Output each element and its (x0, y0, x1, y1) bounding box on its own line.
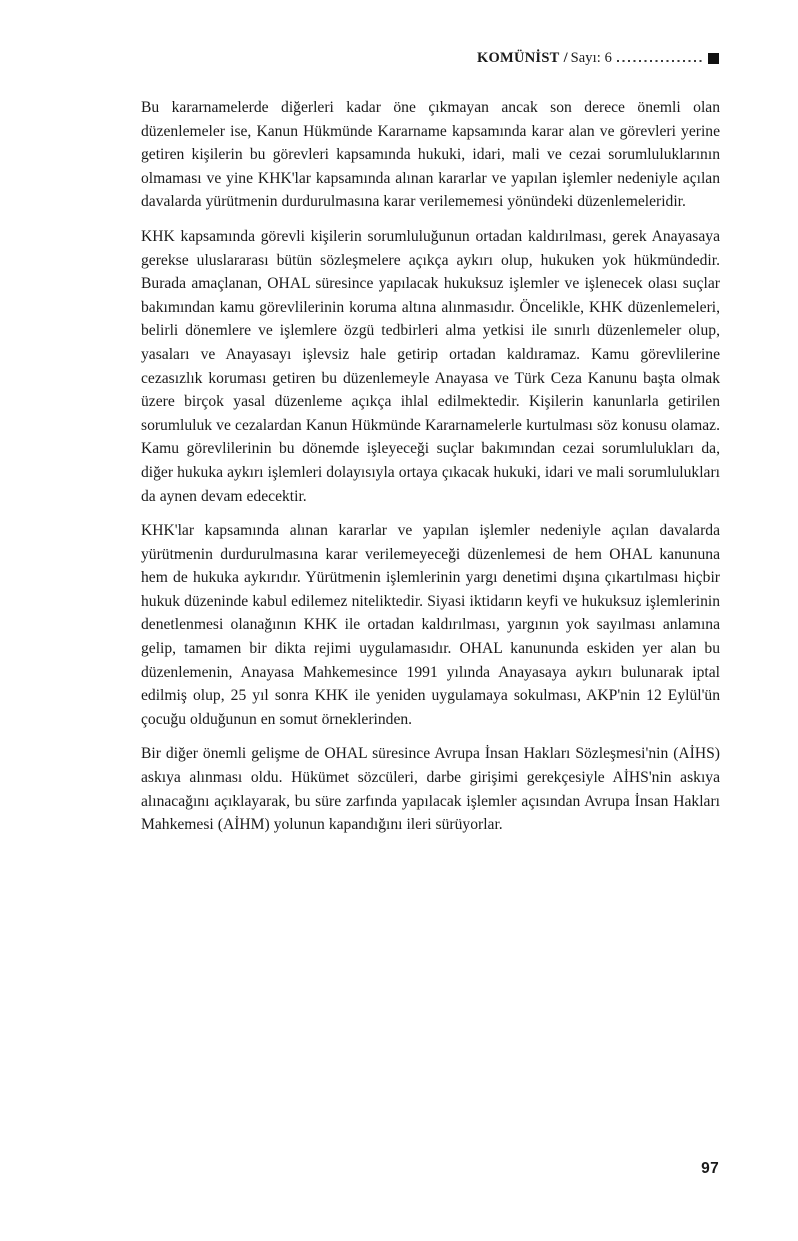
publication-title: KOMÜNİST (477, 49, 560, 66)
body-paragraph: Bir diğer önemli gelişme de OHAL süresince Avrupa İnsan Hakları Sözleşmesi'nin (AİHS) askıya alınması oldu. Hükümet sözcüleri, darbe girişimi gerekçesiyle AİHS'nin askıya alınacağını açıklayarak, bu süre zarfında yapılacak işlemler açısından Avrupa İnsan Hakları Mahkemesi (AİHM) yolunun kapandığını ileri sürüyorlar. (141, 745, 720, 834)
running-header (141, 45, 719, 71)
header-separator: / (563, 49, 568, 66)
body-paragraph: KHK'lar kapsamında alınan kararlar ve yapılan işlemler nedeniyle açılan davalarda yürütmenin durdurulmasına karar verilemeyeceği düzenlemesi de hem OHAL kanununa hem de hukuka aykırıdır. Yürütmenin işlemlerinin yargı denetimi dışına çıkartılması hiçbir hukuk düzeninde kabul edilemez niteliktedir. Siyasi iktidarın keyfi ve hukuksuz işlemlerinin denetlenmesi olanağının KHK ile ortadan kaldırılması, yargının yok sayılması anlamına gelip, tamamen bir dikta rejimi uygulamasıdır. OHAL kanununda eskiden yer alan bu düzenlemenin, Anayasa Mahkemesince 1991 yılında Anayasaya aykırı bulunarak iptal edilmiş olup, 25 yıl sonra KHK ile yeniden uygulamaya sokulması, AKP'nin 12 Eylül'ün çocuğu olduğunun en somut örneklerinden. (141, 522, 720, 728)
body-paragraph: KHK kapsamında görevli kişilerin sorumluluğunun ortadan kaldırılması, gerek Anayasaya gerekse uluslararası bütün sözleşmelere açıkça aykırı olup, hukuken yok hükmündedir. Burada amaçlanan, OHAL süresince yapılacak hukuksuz işlemler ve işlenecek olası suçlar bakımından kamu görevlilerinin koruma altına alınmasıdır. Öncelikle, KHK düzenlemeleri, belirli dönemlere ve işlemlere özgü tedbirleri alma yetkisi ile sınırlı düzenlemeler olup, yasaları ve Anayasayı işlevsiz hale getirip ortadan kaldıramaz. Kamu görevlilerine cezasızlık koruması getiren bu düzenlemeyle Anayasa ve Türk Ceza Kanunu başta olmak üzere birçok yasal düzenleme açıkça ihlal edilmektedir. Kişilerin kanunlarla getirilen sorumluluk ve cezalardan Kanun Hükmünde Kararnamelerle kurtulması söz konusu olamaz. Kamu görevlilerinin bu dönemde işleyeceği suçlar bakımından cezai sorumlulukları da, diğer hukuka aykırı işlemleri dolayısıyla ortaya çıkacak hukuki, idari ve mali sorumlulukları da aynen devam edecektir. (141, 227, 720, 505)
issue-number: Sayı: 6 (570, 49, 612, 66)
body-paragraph: Bu kararnamelerde diğerleri kadar öne çıkmayan ancak son derece önemli olan düzenlemeler ise, Kanun Hükmünde Kararname kapsamında karar alan ve görevleri yerine getiren kişilerin bu görevleri kapsamında hukuki, idari, mali ve cezai sorumluluklarının olmaması ve yine KHK'lar kapsamında alınan kararlar ve yapılan işlemler nedeniyle açılan davalarda yürütmenin durdurulmasına karar verilememesi yönündeki düzenlemeleridir. (141, 99, 720, 211)
body-text-column (141, 96, 720, 837)
square-endmark-icon (708, 53, 719, 64)
dotted-leader-icon (617, 51, 705, 65)
page-number: 97 (701, 1160, 719, 1177)
